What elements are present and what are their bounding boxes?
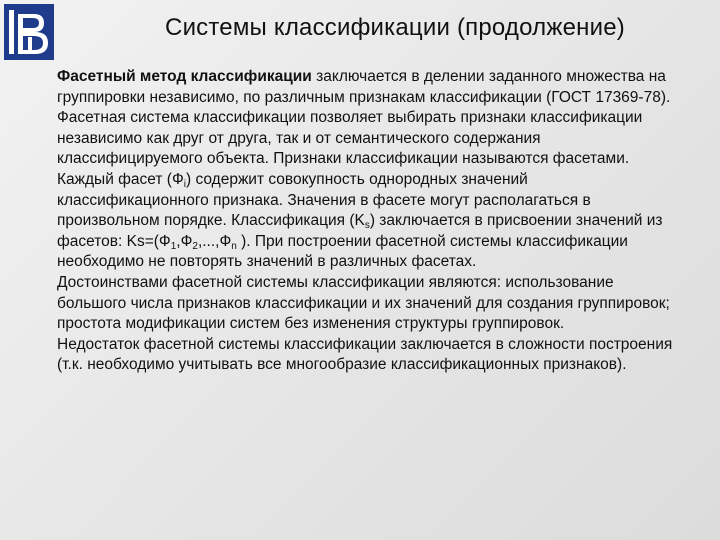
facet-text-5: ,...,Ф	[197, 232, 232, 250]
definition-text: заключается в делении заданного множества на группировки независимо, по различным признакам классификации (ГОСТ 17369-78).	[57, 68, 671, 106]
subscript-1: 1	[170, 240, 177, 252]
paragraph-disadvantage: Недостаток фасетной системы классификации заключается в сложности построения (т.к. необходимо учитывать все многообразие классификационных признаков).	[57, 335, 673, 374]
facet-text-2: ) содержит совокупность однородных значений классификационного признака. Значения в фасете могут располагаться в произвольном порядке. Классификация (K	[57, 170, 591, 230]
paragraph-definition	[57, 67, 682, 108]
subscript-2: 2	[192, 240, 198, 252]
slide-body	[57, 67, 682, 376]
paragraph-facet-system	[57, 108, 682, 273]
bold-term: Фасетный метод классификации	[57, 68, 312, 85]
slide-title: Системы классификации (продолжение)	[165, 14, 625, 41]
paragraph-advantages: Достоинствами фасетной системы классификации являются: использование большого числа признаков классификации и их значений для создания группировок; простота модификации систем без изменения структуры группировок.	[57, 273, 670, 333]
facet-text-4: ,Ф	[176, 232, 193, 250]
hse-logo-icon	[4, 4, 54, 60]
facet-text-3: ) заключается в присвоении значений из фасетов: Ks=(Ф	[57, 212, 663, 250]
subscript-n: n	[231, 240, 237, 252]
subscript-i: i	[183, 178, 186, 190]
subscript-s: s	[364, 220, 370, 232]
facet-text-6: ). При построении фасетной системы классификации необходимо не повторять значений в различных фасетах.	[57, 232, 628, 271]
facet-text-1: Фасетная система классификации позволяет выбирать признаки классификации независимо как друг от друга, так и от семантического содержания классифицируемого объекта. Признаки классификации называются фасетами. Каждый фасет (Ф	[57, 109, 643, 188]
